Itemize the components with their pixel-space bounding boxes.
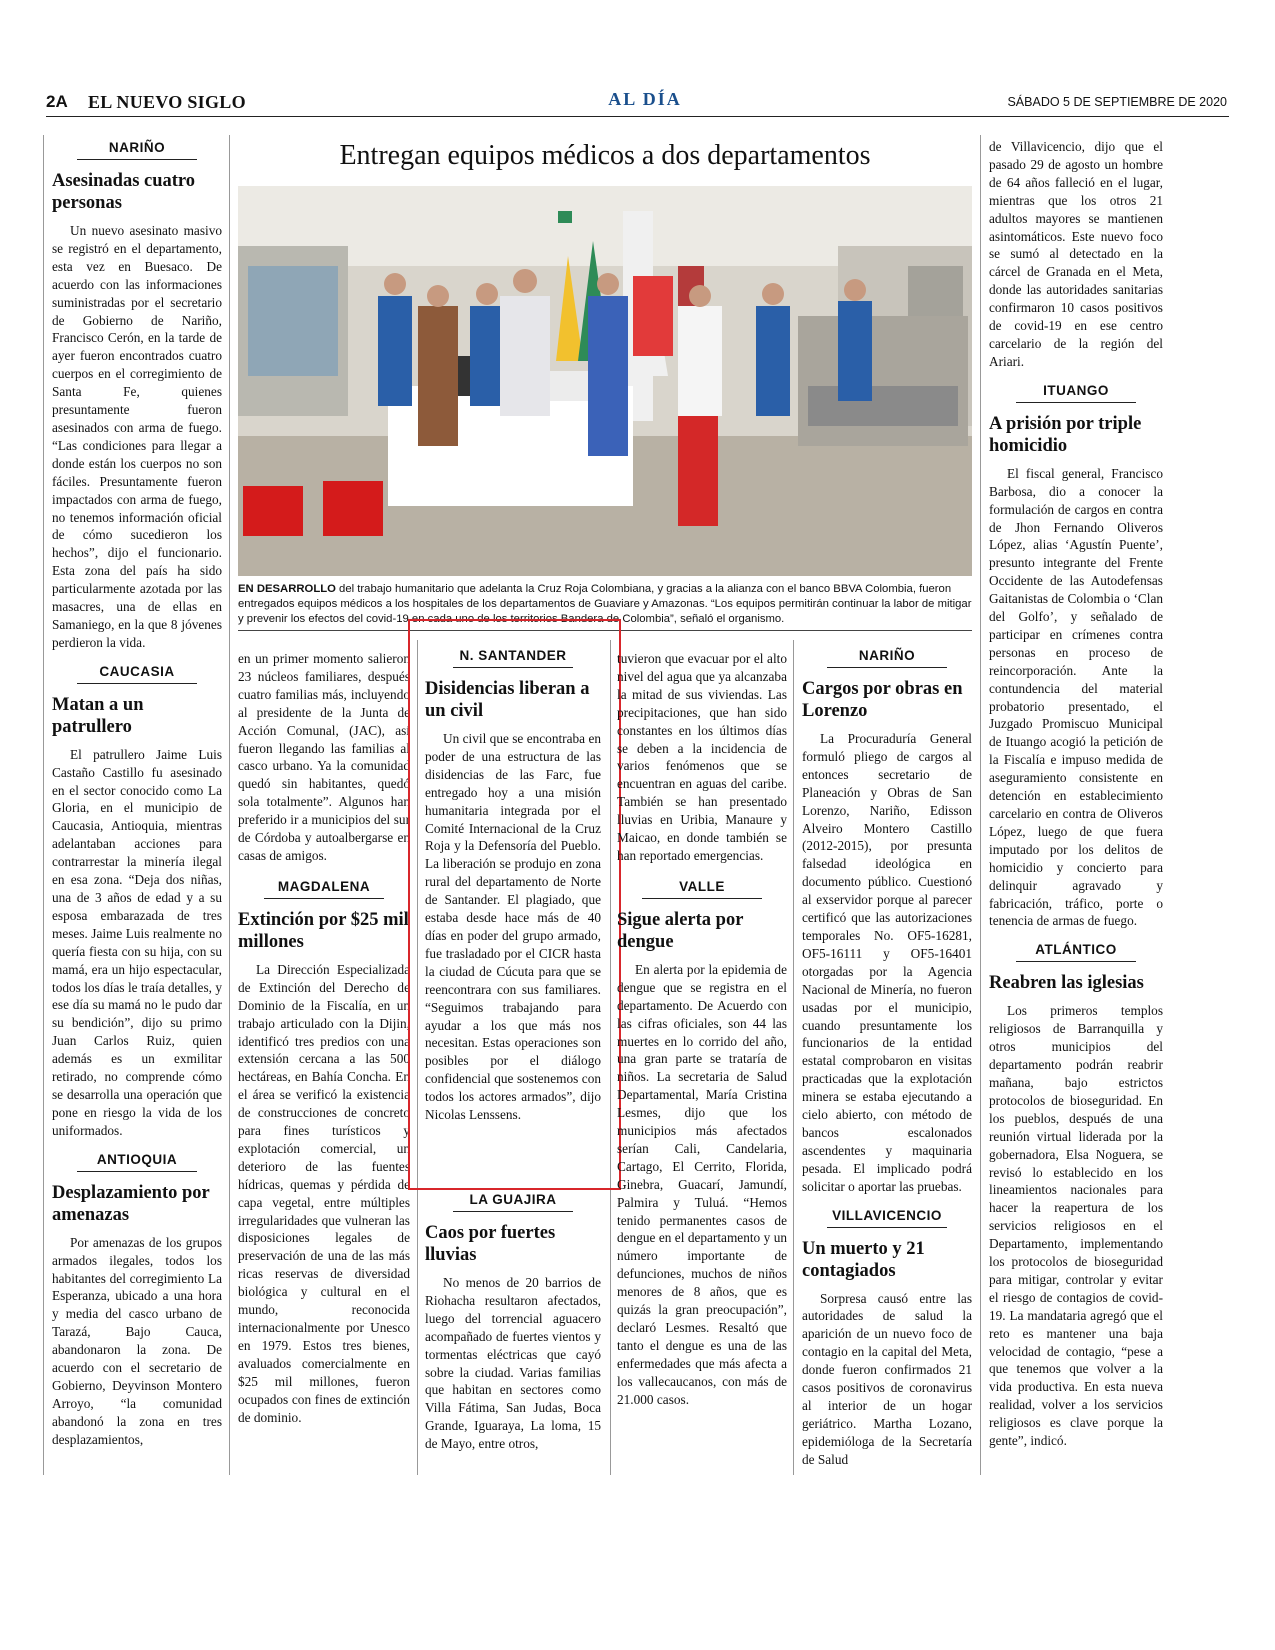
article-body: Un nuevo asesinato masivo se registró en el departamento, esta vez en Buesaco. De acuerdo con las informaciones suministradas por el secretario de Gobierno de Nariño, Francisco Cerón, en la tarde de ayer fueron encontrados cuatro cuerpos en el corregimiento de Santa Fe, quienes presuntamente fueron asesinados con arma de fuego. “Las condiciones para llegar a donde están los cuerpos no son fáciles. Presuntamente fueron impactados con arma de fuego, no tenemos información oficial de cómo sucedieron los hechos”, dijo el funcionario. Esta zona del país ha sido particularmente azotada por las masacres, una de ellas en Samaniego, en la que 8 jóvenes perdieron la vida. <box>52 223 222 650</box>
section-tag: ANTIOQUIA <box>77 1150 197 1172</box>
article-body: En alerta por la epidemia de dengue que se registra en el departamento. De Acuerdo con las cifras oficiales, son 44 las muertes en lo corrido del año, una gran parte se trataría de niños. La secretaria de Salud Departamental, María Cristina Lesmes, dijo que los municipios más afectados serían Cali, Candelaria, Cartago, El Cerrito, Florida, Ginebra, Guacarí, Jamundí, Palmira y Tuluá. “Hemos tenido permanentes casos de dengue en el departamento y un número importante de defunciones, muchos de niños menores de 8 años, que es quizás la gran preocupación”, declaró Lesmes. Resaltó que tanto el dengue es una de las enfermedades que más afecta a los vallecaucanos, con más de 21.000 casos. <box>617 961 787 1407</box>
section-tag: VALLE <box>642 877 762 899</box>
section-tag: VILLAVICENCIO <box>827 1206 947 1228</box>
article-body: El fiscal general, Francisco Barbosa, dio a conocer la formulación de cargos en contra de Jhon Fernando Oliveros López, alias ‘Agustín Puente’, presunto integrante del Frente Occidente de las Autodefensas Gaitanistas de Colombia o ‘Clan del Golfo’, y señalado de participar en crímenes contra personas en proceso de reincorporación. Ante la contundencia del material probatorio presentado, el Juzgado Promiscuo Municipal de Ituango acogió la petición de la Fiscalía e impuso medida de aseguramiento consistente en detención en establecimiento carcelario en contra de Oliveros López, luego de que fuera imputado por los delitos de homicidio y concierto para delinquir agravado y fabricación, tráfico, porte o tenencia de armas de fuego. <box>989 465 1163 929</box>
caption-text: del trabajo humanitario que adelanta la Cruz Roja Colombiana, y gracias a la alianza con el banco BBVA Colombia, fueron entregados equipos médicos a los hospitales de los departamentos de Guaviare y Amazonas. “Los equipos permitirán continuar la labor de mitigar y prevenir los efectos del covid-19 en cada uno de los territorios Bandera de Colombia”, señaló el organismo. <box>238 583 972 625</box>
headline: Disidencias liberan a un civil <box>425 679 590 721</box>
headline: Reabren las iglesias <box>989 973 1144 994</box>
issue-date: SÁBADO 5 DE SEPTIEMBRE DE 2020 <box>1007 95 1227 109</box>
column-3-bottom <box>425 1190 601 1480</box>
section-tag: NARIÑO <box>77 138 197 160</box>
column-1 <box>52 138 222 1478</box>
highlight-frame <box>408 619 621 1190</box>
headline: Matan a un patrullero <box>52 694 144 737</box>
headline: Desplazamiento por amenazas <box>52 1182 210 1225</box>
caption-lead: EN DESARROLLO <box>238 583 336 595</box>
section-title: AL DÍA <box>608 89 682 109</box>
article-body: La Dirección Especializada de Extinción del Derecho de Dominio de la Fiscalía, en un trabajo articulado con la Dijin, identificó tres predios con una extensión cercana a las 500 hectáreas, en Bahía Concha. En el área se verificó la existencia de construcciones de concreto para fines turísticos y explotación comercial, un deterioro de las fuentes hídricas, quemas y pérdida de capa vegetal, entre múltiples irregularidades que vulneran las disposiciones legales de preservación de una de las más ricas reservas de diversidad biológica y cultural en el mundo, reconocida internacionalmente por Unesco en 1979. Estos tres bienes, avaluados comercialmente en $25 mil millones, fueron ocupados con fines de extinción de dominio. <box>238 961 410 1425</box>
headline: Sigue alerta por dengue <box>617 909 744 952</box>
section-tag: LA GUAJIRA <box>453 1190 573 1212</box>
headline: Asesinadas cuatro personas <box>52 171 196 213</box>
left-edge-rule <box>43 135 44 1475</box>
section-tag: NARIÑO <box>827 646 947 668</box>
headline: Caos por fuertes lluvias <box>425 1223 556 1265</box>
section-tag: CAUCASIA <box>77 662 197 684</box>
article-body: La Procuraduría General formuló pliego de cargos al entonces secretario de Planeación y Obras de San Lorenzo, Nariño, Edisson Alveiro Montero Castillo (2012-2015), por presunta falsedad ideológica en documento público. Cuestionó al exservidor porque al parecer certificó que las autorizaciones temporales No. OF5-16281, OF5-16111 y OF5-16401 otorgadas por la Agencia Nacional de Minería, no fueron usadas por el municipio, cuando presuntamente los funcionarios de la entidad estatal comprobaron en visitas practicadas que la explotación minera se estaba ejecutando a cielo abierto, con método de bancos escalonados ascendentes y maquinaria pesada. El implicado podrá solicitar o aportar las pruebas. <box>802 731 972 1194</box>
article-continuation: de Villavicencio, dijo que el pasado 29 de agosto un hombre de 64 años falleció en el lugar, mientras que los otros 21 adultos mayores se mantienen asintomáticos. Este nuevo foco se sumó al detectado en la cárcel de Granada en el Meta, donde las autoridades sanitarias confirmaron 10 casos positivos de covid-19 en ese centro carcelario de la región del Ariari. <box>989 139 1163 369</box>
section-tag: ATLÁNTICO <box>1016 940 1136 962</box>
main-photo <box>238 186 972 576</box>
article-body: El patrullero Jaime Luis Castaño Castillo fu asesinado en el sector conocido como La Gloria, en el municipio de Caucasia, Antioquia, mientras adelantaban acciones para contrarrestar la minería ilegal en esa zona. “Deja dos niñas, una de 3 años de edad y a su esposa embarazada de tres meses. Jaime Luis realmente no quería fiesta con su hija, con su mamá, era un hijo espectacular, todos los días le traía detalles, y ese día su mamá no le pudo dar su bendición”, dijo su primo Juan Carlos Ruiz, quien además es un exmilitar retirado, no comprende cómo se desarrolla una operación que pone en riesgo la vida de los uniformados. <box>52 746 222 1138</box>
column-2 <box>238 650 410 1480</box>
article-body: Los primeros templos religiosos de Barranquilla y otros municipios del departamento podrán reabrir mañana, bajo estrictos protocolos de bioseguridad. En los pueblos, después de una reunión virtual liderada por la gobernadora, Elsa Noguera, se revisó lo establecido en los lineamientos nacionales para hacer la reapertura de los servicios religiosos en el Departamento, implementando los protocolos de bioseguridad para mitigar, controlar y evitar el riesgo de contagios de covid-19. La mandataria agregó que el reto es mantener una baja velocidad de contagio, “pese a que tenemos que volver a la vida productiva. En esta nueva realidad, volver a los servicios religiosos es clave porque la gente”, indicó. <box>989 1003 1163 1449</box>
section-tag: MAGDALENA <box>264 877 384 899</box>
section-tag: N. SANTANDER <box>453 646 573 668</box>
headline: A prisión por triple homicidio <box>989 413 1142 456</box>
column-rule <box>793 640 794 1475</box>
column-5 <box>802 646 972 1481</box>
main-headline: Entregan equipos médicos a dos departamentos <box>339 140 871 171</box>
header-rule <box>46 116 1229 117</box>
column-rule <box>229 135 230 1475</box>
article-body: Sorpresa causó entre las autoridades de salud la aparición de un nuevo foco de contagio en la capital del Meta, donde fueron confirmados 21 casos positivos de coronavirus al interior de un hogar geriátrico. Martha Lozano, epidemióloga de la Secretaría de Salud <box>802 1290 972 1467</box>
section-tag: ITUANGO <box>1016 381 1136 403</box>
column-6 <box>989 138 1163 1478</box>
page-number: 2A <box>46 92 68 111</box>
column-4 <box>617 650 787 1480</box>
article-continuation: en un primer momento salieron 23 núcleos familiares, después cuatro familias más, incluyendo al presidente de la Junta de Acción Comunal, (JAC), así fueron llegando las familias al casco urbano. Ya la comunidad quedó sin habitantes, quedó sola totalmente”. Algunos han preferido ir a municipios del sur de Córdoba y autoalbergarse en casas de amigos. <box>238 651 410 863</box>
article-body: Un civil que se encontraba en poder de una estructura de las disidencias de las Farc, fue entregado hoy a una misión humanitaria integrada por el Comité Internacional de la Cruz Roja y la Defensoría del Pueblo. La liberación se produjo en zona rural del departamento de Norte de Santander. El plagiado, que estaba desde hace más de 40 días en poder del grupo armado, fue trasladado por el CICR hasta la ciudad de Cúcuta para que se reencontrara con sus familiares. “Seguimos trabajando para ayudar a los que más nos necesitan. Estas operaciones son posibles por el diálogo confidencial que sostenemos con todos los actores armados”, dijo Nicolas Lenssens. <box>425 731 601 1123</box>
column-rule <box>980 135 981 1475</box>
newspaper-logo: EL NUEVO SIGLO <box>88 92 246 112</box>
article-continuation: tuvieron que evacuar por el alto nivel del agua que ya alcanzaba la mitad de sus viviendas. Las precipitaciones, que han sido constantes en los últimos días se deben a la incidencia de varios fenómenos que se encuentran en aguas del caribe. También se han presentado lluvias en Uribia, Manaure y Maicao, en donde también se han reportado emergencias. <box>617 651 787 863</box>
headline: Un muerto y 21 contagiados <box>802 1238 925 1281</box>
article-body: Por amenazas de los grupos armados ilegales, todos los habitantes del corregimiento La Esperanza, ubicado a una hora y media del casco urbano de Tarazá, Bajo Cauca, abandonaron la zona. De acuerdo con el secretario de Gobierno, Deyvinson Montero Arroyo, “la comunidad abandonó la zona en tres desplazamientos, <box>52 1234 222 1447</box>
headline: Cargos por obras en Lorenzo <box>802 679 963 721</box>
article-body: No menos de 20 barrios de Riohacha resultaron afectados, luego del torrencial aguacero acompañado de fuertes vientos y tormentas eléctricas que cayó sobre la ciudad. Varias familias que habitan en sectores como Villa Fátima, San Judas, Boca Grande, Iguaraya, La loma, 15 de Mayo, entre otros, <box>425 1275 601 1452</box>
headline: Extinción por $25 mil millones <box>238 909 409 952</box>
